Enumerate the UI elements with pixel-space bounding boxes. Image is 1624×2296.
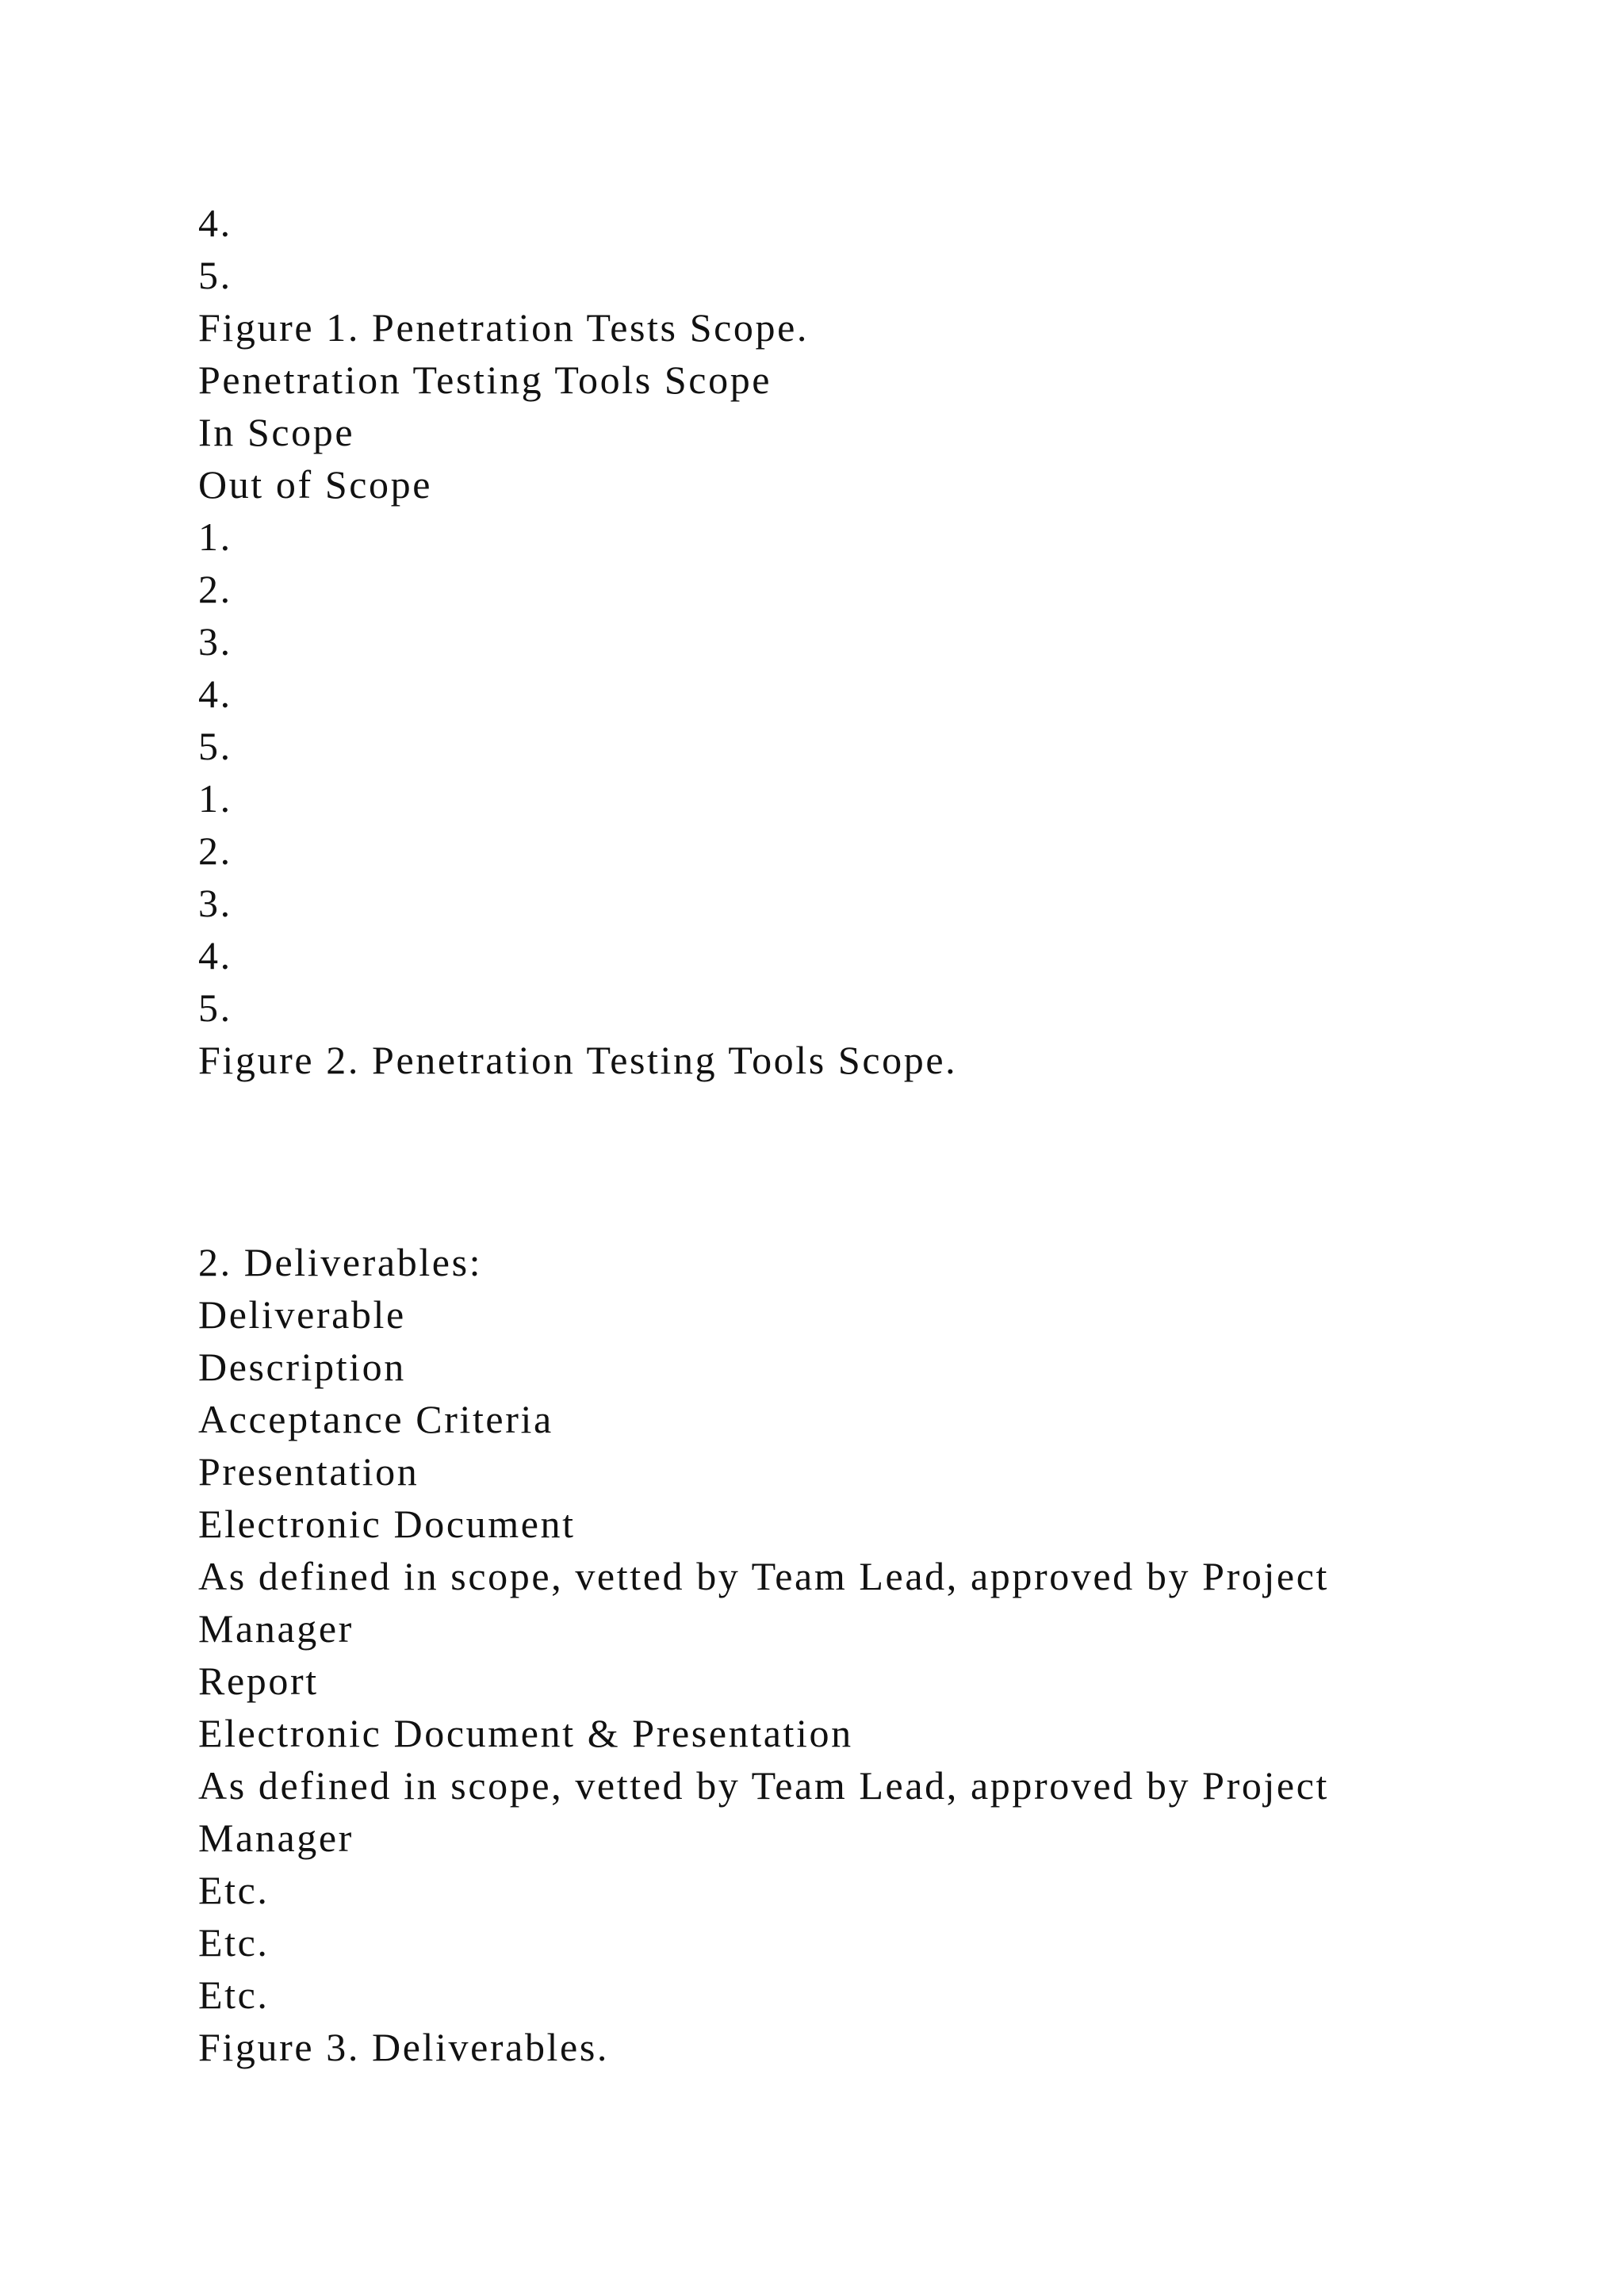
table-cell: Report (198, 1659, 319, 1703)
table-cell: Electronic Document & Presentation (198, 1711, 853, 1755)
list-item: 1. (198, 776, 232, 821)
list-item: 5. (198, 724, 232, 768)
list-item: 1. (198, 515, 232, 559)
table-cell: Manager (198, 1816, 354, 1860)
table-cell: Etc. (198, 1920, 270, 1965)
table-cell: Etc. (198, 1973, 270, 2017)
table-cell: Manager (198, 1606, 354, 1651)
table-cell: Etc. (198, 1868, 270, 1912)
column-header: In Scope (198, 410, 355, 454)
column-header: Deliverable (198, 1292, 406, 1337)
figure-caption: Figure 3. Deliverables. (198, 2025, 610, 2069)
list-item: 2. (198, 567, 232, 611)
table-cell: Electronic Document (198, 1502, 576, 1546)
list-item: 4. (198, 672, 232, 716)
list-item: 5. (198, 253, 232, 297)
figure-caption: Figure 1. Penetration Tests Scope. (198, 305, 809, 350)
list-item: 4. (198, 201, 232, 245)
table-cell: Presentation (198, 1449, 419, 1494)
table-cell: As defined in scope, vetted by Team Lead, approved by Project (198, 1554, 1330, 1598)
column-header: Acceptance Criteria (198, 1397, 553, 1441)
list-item: 2. (198, 828, 232, 873)
list-item: 5. (198, 985, 232, 1030)
list-item: 4. (198, 933, 232, 978)
table-title: Penetration Testing Tools Scope (198, 358, 772, 402)
deliverables-section (198, 1236, 1546, 2073)
figure-caption: Figure 2. Penetration Testing Tools Scope. (198, 1038, 958, 1082)
section-heading: 2. Deliverables: (198, 1240, 483, 1284)
list-item: 3. (198, 619, 232, 664)
table-cell: As defined in scope, vetted by Team Lead, approved by Project (198, 1763, 1330, 1808)
column-header: Out of Scope (198, 462, 433, 507)
list-item: 3. (198, 881, 232, 925)
tools-scope-section (198, 197, 1546, 1086)
column-header: Description (198, 1345, 406, 1389)
